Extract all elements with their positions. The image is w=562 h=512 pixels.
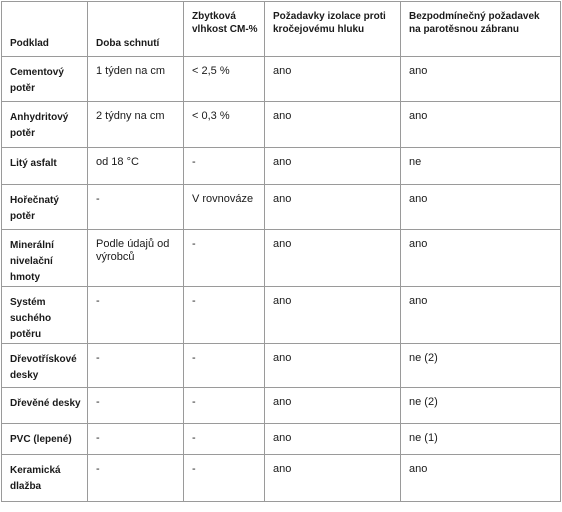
drying-time-cell: 1 týden na cm <box>88 57 184 102</box>
impact-sound-cell: ano <box>265 424 401 455</box>
vapor-barrier-cell: ano <box>401 57 561 102</box>
residual-moisture-cell: - <box>184 424 265 455</box>
substrate-cell: Anhydritový potěr <box>2 102 88 148</box>
substrate-cell: Keramická dlažba <box>2 455 88 502</box>
table-row <box>2 388 561 424</box>
impact-sound-cell: ano <box>265 455 401 502</box>
drying-time-cell: 2 týdny na cm <box>88 102 184 148</box>
substrate-cell: Systém suchého potěru <box>2 287 88 344</box>
table-row <box>2 148 561 185</box>
vapor-barrier-cell: ne <box>401 148 561 185</box>
drying-requirements-table <box>1 1 561 502</box>
header-drying-time: Doba schnutí <box>88 2 184 57</box>
vapor-barrier-cell: ano <box>401 230 561 287</box>
table-row <box>2 102 561 148</box>
table-row <box>2 424 561 455</box>
impact-sound-cell: ano <box>265 148 401 185</box>
vapor-barrier-cell: ano <box>401 102 561 148</box>
residual-moisture-cell: < 2,5 % <box>184 57 265 102</box>
substrate-cell: Dřevotřískové desky <box>2 344 88 388</box>
vapor-barrier-cell: ano <box>401 287 561 344</box>
substrate-cell: PVC (lepené) <box>2 424 88 455</box>
residual-moisture-cell: - <box>184 344 265 388</box>
table-row <box>2 230 561 287</box>
drying-time-cell: - <box>88 455 184 502</box>
table-row <box>2 185 561 230</box>
vapor-barrier-cell: ano <box>401 455 561 502</box>
impact-sound-cell: ano <box>265 388 401 424</box>
vapor-barrier-cell: ne (1) <box>401 424 561 455</box>
header-impact-sound-insulation: Požadavky izolace proti kročejovému hluku <box>265 2 401 57</box>
vapor-barrier-cell: ne (2) <box>401 388 561 424</box>
impact-sound-cell: ano <box>265 287 401 344</box>
substrate-cell: Minerální nivelační hmoty <box>2 230 88 287</box>
residual-moisture-cell: - <box>184 388 265 424</box>
substrate-cell: Hořečnatý potěr <box>2 185 88 230</box>
substrate-cell: Litý asfalt <box>2 148 88 185</box>
residual-moisture-cell: - <box>184 230 265 287</box>
vapor-barrier-cell: ne (2) <box>401 344 561 388</box>
residual-moisture-cell: V rovnováze <box>184 185 265 230</box>
residual-moisture-cell: < 0,3 % <box>184 102 265 148</box>
header-residual-moisture: Zbytková vlhkost CM-% <box>184 2 265 57</box>
drying-time-cell: - <box>88 287 184 344</box>
drying-time-cell: - <box>88 388 184 424</box>
impact-sound-cell: ano <box>265 185 401 230</box>
header-row <box>2 2 561 57</box>
impact-sound-cell: ano <box>265 57 401 102</box>
residual-moisture-cell: - <box>184 287 265 344</box>
table-row <box>2 455 561 502</box>
header-vapor-barrier: Bezpodmínečný požadavek na parotěsnou zábranu <box>401 2 561 57</box>
vapor-barrier-cell: ano <box>401 185 561 230</box>
table-row <box>2 287 561 344</box>
drying-time-cell: Podle údajů od výrobců <box>88 230 184 287</box>
drying-time-cell: od 18 °C <box>88 148 184 185</box>
table-row <box>2 57 561 102</box>
impact-sound-cell: ano <box>265 102 401 148</box>
drying-time-cell: - <box>88 344 184 388</box>
table-row <box>2 344 561 388</box>
residual-moisture-cell: - <box>184 455 265 502</box>
header-substrate: Podklad <box>2 2 88 57</box>
substrate-cell: Dřevěné desky <box>2 388 88 424</box>
residual-moisture-cell: - <box>184 148 265 185</box>
drying-time-cell: - <box>88 424 184 455</box>
substrate-cell: Cementový potěr <box>2 57 88 102</box>
drying-time-cell: - <box>88 185 184 230</box>
impact-sound-cell: ano <box>265 344 401 388</box>
impact-sound-cell: ano <box>265 230 401 287</box>
